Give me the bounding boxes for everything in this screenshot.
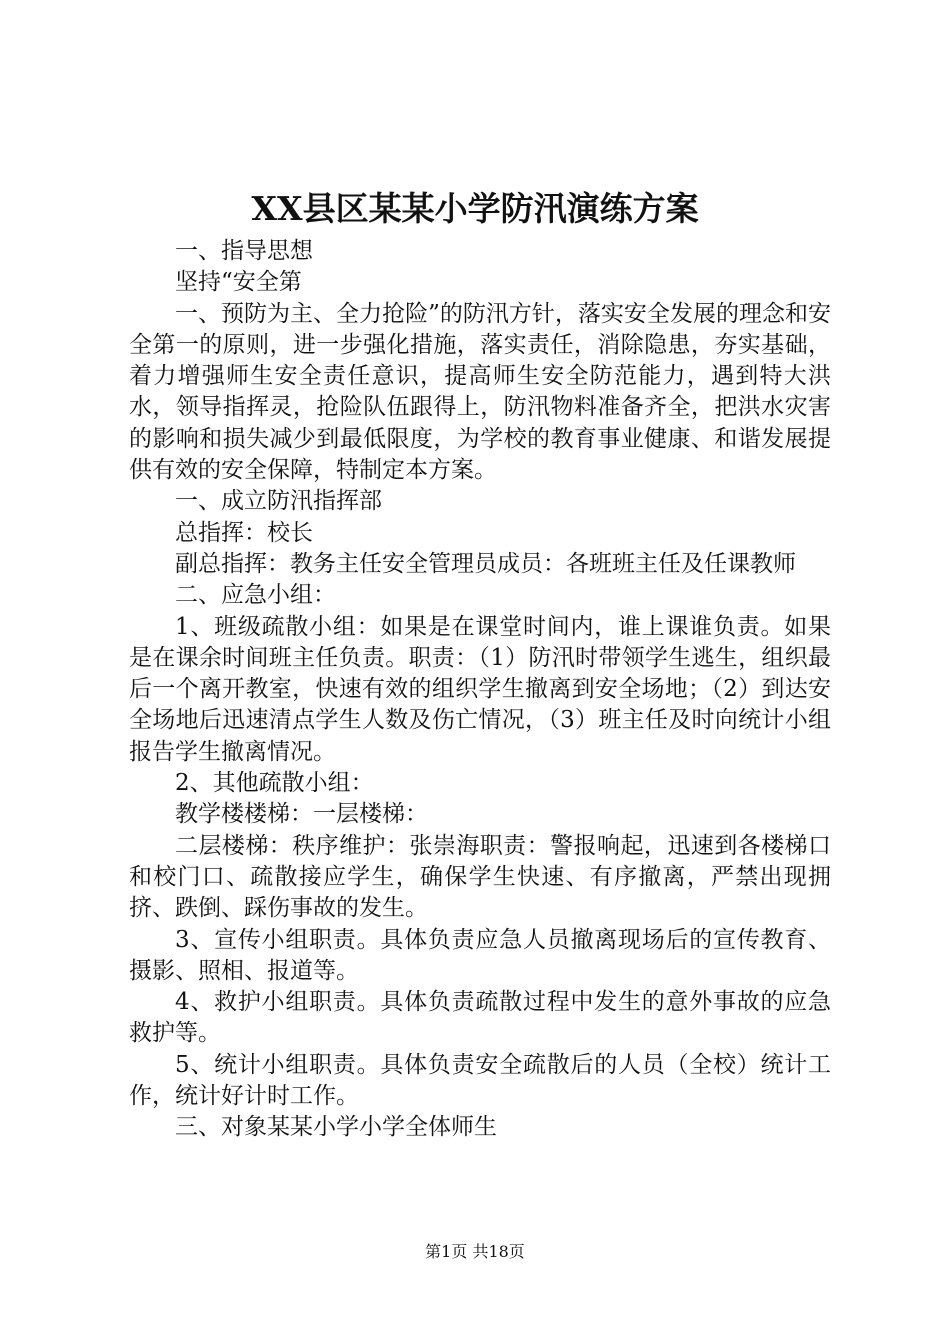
paragraph-2: 坚持“安全第 (175, 269, 302, 296)
paragraph-9: 2、其他疏散小组： (175, 770, 374, 797)
paragraph-12: 3、宣传小组职责。具体负责应急人员撤离现场后的宣传教育、摄影、照相、报道等。 (129, 926, 831, 984)
paragraph-14: 5、统计小组职责。具体负责安全疏散后的人员（全校）统计工作，统计好计时工作。 (129, 1051, 831, 1110)
paragraph-15: 三、对象某某小学小学全体师生 (175, 1114, 497, 1141)
paragraph-11: 二层楼梯：秩序维护：张崇海职责：警报响起，迅速到各楼梯口和校门口、疏散接应学生，确保学生快速、有序撤离，严禁出现拥挤、跌倒、踩伤事故的发生。 (129, 832, 831, 922)
paragraph-6: 副总指挥：教务主任安全管理员成员：各班班主任及任课教师 (175, 550, 796, 577)
paragraph-5: 总指挥：校长 (175, 519, 313, 546)
paragraph-13: 4、救护小组职责。具体负责疏散过程中发生的意外事故的应急救护等。 (129, 989, 831, 1047)
paragraph-8: 1、班级疏散小组：如果是在课堂时间内，谁上课谁负责。如果是在课余时间班主任负责。职责：（1）防汛时带领学生逃生，组织最后一个离开教室，快速有效的组织学生撤离到安全场地；（2）到达安全场地后迅速清点学生人数及伤亡情况，（3）班主任及时向统计小组报告学生撤离情况。 (129, 613, 831, 765)
page-footer: 第1页 共18页 (425, 1242, 525, 1261)
paragraph-1: 一、指导思想 (175, 238, 313, 264)
document-title: XX县区某某小学防汛演练方案 (251, 189, 699, 228)
paragraph-4: 一、成立防汛指挥部 (175, 488, 382, 515)
document-body (129, 236, 831, 1144)
paragraph-3: 一、预防为主、全力抢险”的防汛方针，落实安全发展的理念和安全第一的原则，进一步强化措施，落实责任，消除隐患，夯实基础，着力增强师生安全责任意识，提高师生安全防范能力，遇到特大洪水，领导指挥灵，抢险队伍跟得上，防汛物料准备齐全，把洪水灾害的影响和损失减少到最低限度，为学校的教育事业健康、和谐发展提供有效的安全保障，特制定本方案。 (129, 300, 831, 484)
paragraph-7: 二、应急小组： (175, 582, 336, 609)
paragraph-10: 教学楼楼梯：一层楼梯： (175, 801, 428, 828)
